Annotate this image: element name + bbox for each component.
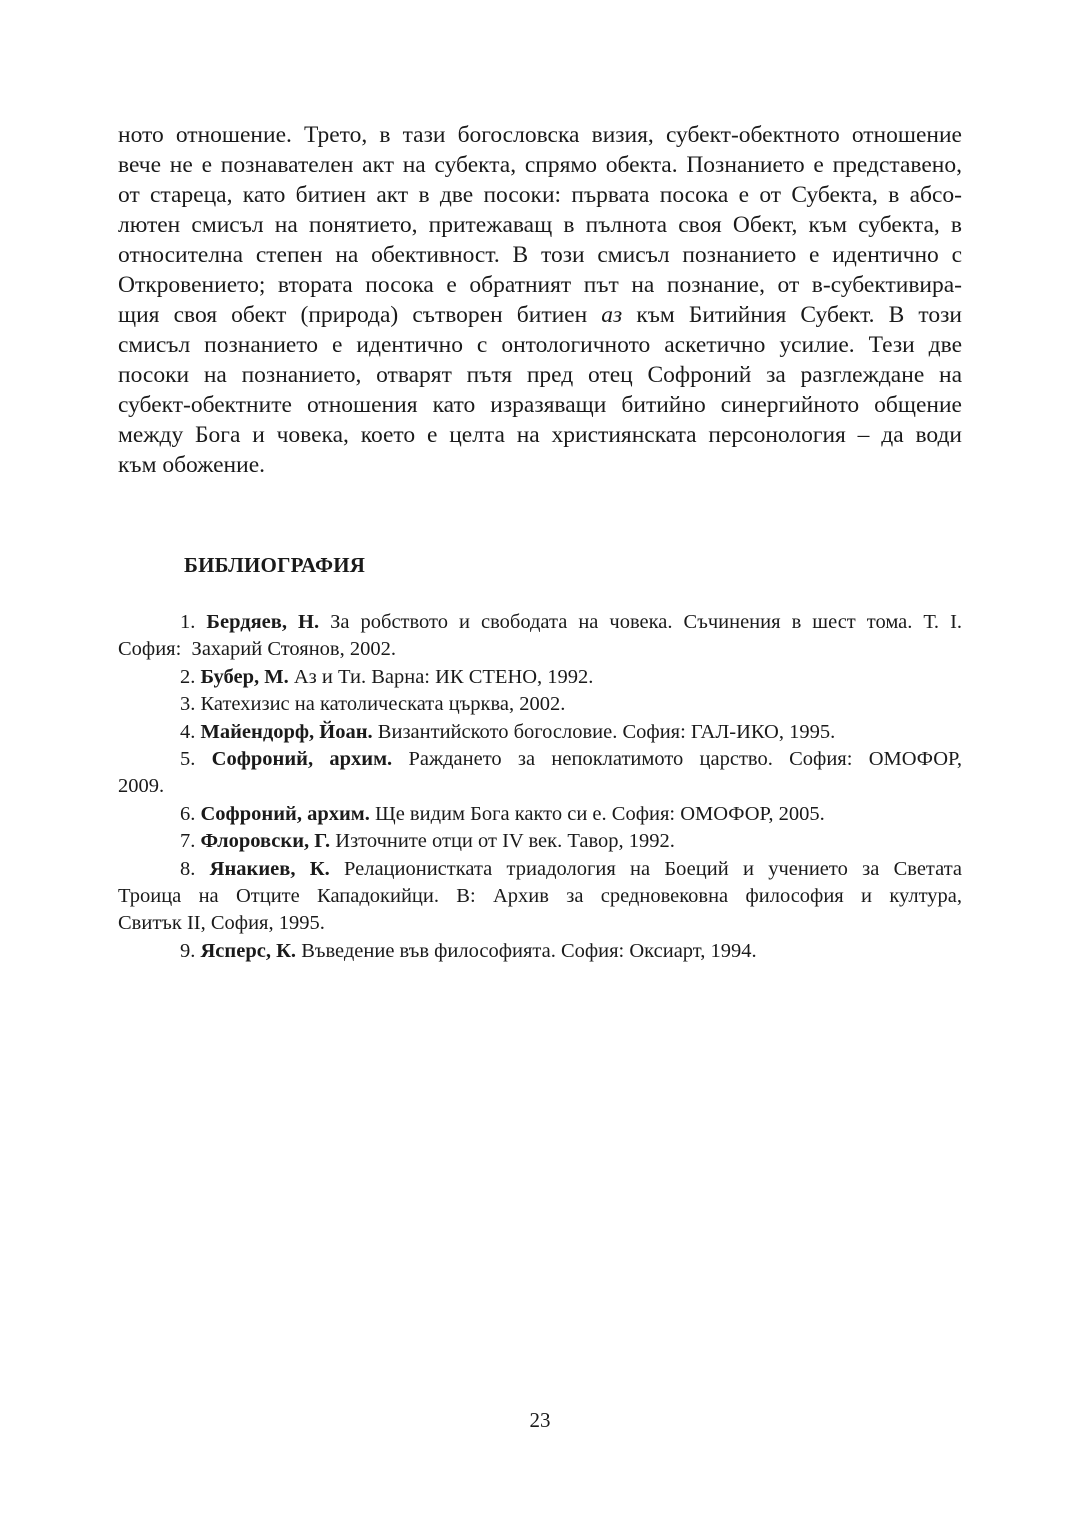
entry-author: Бердяев, Н. — [206, 611, 320, 633]
entry-number: 1. — [180, 611, 196, 633]
paragraph-line: лютен смисъл на понятието, притежаващ в пълнота своя Обект, към субекта, в — [118, 212, 962, 238]
italic-term: аз — [601, 302, 623, 328]
entry-title: Ще видим Бога както си е. София: ОМОФОР, 2005. — [369, 802, 825, 825]
entry-line — [118, 938, 962, 965]
page-number: 23 — [529, 1408, 551, 1432]
paragraph-line-with-italic — [118, 300, 962, 330]
entry-number: 9. — [180, 939, 196, 962]
entry-title: Катехизис на католическата църква, 2002. — [200, 693, 566, 716]
bibliography-entry — [118, 856, 962, 938]
bibliography-entry — [118, 609, 962, 664]
paragraph-line: Откровението; втората посока е обратният път на познание, от в-субективира- — [118, 272, 962, 298]
entry-author: Софроний, архим. — [211, 748, 393, 771]
entry-title: Въведение във философията. София: Оксиарт, 1994. — [296, 939, 757, 962]
entry-line — [118, 746, 962, 773]
paragraph-line: смисъл познанието е идентично с онтологичното аскетично усилие. Тези две — [118, 332, 962, 358]
bibliography-list — [118, 609, 962, 965]
entry-continuation: Троица на Отците Кападокийци. В: Архив за средновековна философия и култура, — [118, 885, 962, 908]
paragraph-line: към обожение. — [118, 452, 266, 478]
bibliography-entry — [118, 938, 962, 965]
entry-title: Византийското богословие. София: ГАЛ-ИКО, 1995. — [372, 720, 836, 743]
entry-number: 4. — [180, 720, 196, 743]
paragraph-text: щия своя обект (природа) сътворен битиен — [118, 302, 602, 328]
entry-number: 3. — [180, 693, 196, 716]
paragraph-line: относителна степен на обективност. В този смисъл познанието е идентично с — [118, 242, 962, 268]
paragraph-line: посоки на познанието, отварят пътя пред отец Софроний за разглеждане на — [118, 362, 962, 388]
entry-number: 5. — [180, 748, 196, 771]
paragraph-line: от стареца, като битиен акт в две посоки: първата посока е от Субекта, в абсо- — [118, 182, 962, 208]
entry-number: 7. — [180, 830, 196, 853]
entry-author: Майендорф, Йоан. — [200, 720, 373, 743]
bibliography-entry — [118, 719, 962, 746]
entry-continuation: София: Захарий Стоянов, 2002. — [118, 638, 396, 661]
entry-number: 2. — [180, 665, 196, 688]
bibliography-entry — [118, 801, 962, 828]
paragraph-line: вече не е познавателен акт на субекта, спрямо обекта. Познанието е представено, — [118, 152, 962, 178]
entry-author: Бубер, М. — [200, 665, 289, 688]
entry-line — [118, 691, 962, 718]
paragraph-line: субект-обектните отношения като изразяващи битийно синергийното общение — [118, 392, 962, 418]
paragraph-line: ното отношение. Трето, в тази богословска визия, субект-обектното отношение — [118, 122, 962, 148]
paragraph-line: между Бога и човека, което е целта на християнската персонология – да води — [118, 422, 962, 448]
entry-continuation: 2009. — [118, 775, 165, 798]
entry-number: 8. — [180, 857, 196, 880]
bibliography-entry — [118, 664, 962, 691]
bibliography-entry — [118, 828, 962, 855]
entry-line — [118, 856, 962, 883]
entry-title: Релационистката триадология на Боеций и учението за Светата — [329, 857, 963, 880]
bibliography-heading: БИБЛИОГРАФИЯ — [184, 553, 366, 577]
entry-title: Аз и Ти. Варна: ИК СТЕНО, 1992. — [288, 665, 594, 688]
entry-title: Източните отци от IV век. Тавор, 1992. — [330, 830, 675, 853]
entry-line — [118, 719, 962, 746]
entry-line — [118, 609, 962, 636]
bibliography-entry — [118, 746, 962, 801]
entry-title: За робството и свободата на човека. Съчинения в шест тома. Т. I. — [319, 611, 963, 633]
entry-author: Флоровски, Г. — [200, 830, 331, 853]
entry-author: Софроний, архим. — [200, 802, 370, 825]
bibliography-entry — [118, 691, 962, 718]
entry-line — [118, 664, 962, 691]
entry-line — [118, 801, 962, 828]
body-paragraph — [118, 120, 962, 480]
entry-line — [118, 828, 962, 855]
entry-author: Ясперс, К. — [200, 939, 297, 962]
entry-continuation: Свитък II, София, 1995. — [118, 912, 325, 935]
entry-author: Янакиев, К. — [209, 857, 330, 880]
entry-title: Раждането за непоклатимото царство. София: ОМОФОР, — [392, 748, 962, 771]
entry-number: 6. — [180, 802, 196, 825]
paragraph-text: към Битийния Субект. В този — [622, 302, 962, 328]
